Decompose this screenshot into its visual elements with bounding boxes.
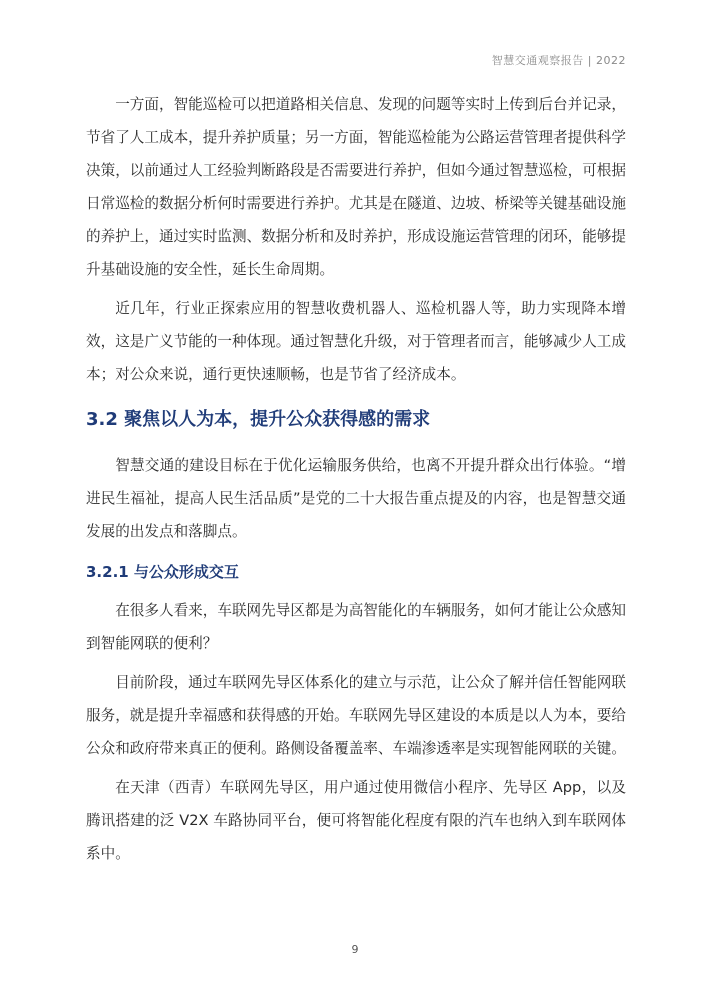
section-heading-3-2: 3.2 聚焦以人为本，提升公众获得感的需求	[86, 409, 431, 430]
body-paragraph: 在天津（西青）车联网先导区，用户通过使用微信小程序、先导区 App，以及腾讯搭建的泛 V2X 车路协同平台，便可将智能化程度有限的汽车也纳入到车联网体系中。	[86, 779, 626, 862]
page-number: 9	[351, 943, 359, 956]
body-paragraph: 近几年，行业正探索应用的智慧收费机器人、巡检机器人等，助力实现降本增效，这是广义节能的一种体现。通过智慧化升级，对于管理者而言，能够减少人工成本；对公众来说，通行更快速顺畅，也是节省了经济成本。	[86, 300, 626, 383]
body-paragraph: 目前阶段，通过车联网先导区体系化的建立与示范，让公众了解并信任智能网联服务，就是提升幸福感和获得感的开始。车联网先导区建设的本质是以人为本，要给公众和政府带来真正的便利。路侧设备覆盖率、车端渗透率是实现智能网联的关键。	[86, 674, 626, 757]
body-paragraph: 在很多人看来，车联网先导区都是为高智能化的车辆服务，如何才能让公众感知到智能网联的便利？	[86, 602, 626, 652]
body-paragraph: 智慧交通的建设目标在于优化运输服务供给，也离不开提升群众出行体验。“增进民生福祉，提高人民生活品质”是党的二十大报告重点提及的内容，也是智慧交通发展的出发点和落脚点。	[86, 457, 626, 540]
running-header: 智慧交通观察报告 | 2022	[491, 54, 626, 67]
subsection-heading-3-2-1: 3.2.1 与公众形成交互	[86, 563, 239, 581]
body-paragraph: 一方面，智能巡检可以把道路相关信息、发现的问题等实时上传到后台并记录，节省了人工成本，提升养护质量；另一方面，智能巡检能为公路运营管理者提供科学决策，以前通过人工经验判断路段是否需要进行养护，但如今通过智慧巡检，可根据日常巡检的数据分析何时需要进行养护。尤其是在隧道、边坡、桥梁等关键基础设施的养护上，通过实时监测、数据分析和及时养护，形成设施运营管理的闭环，能够提升基础设施的安全性，延长生命周期。	[86, 96, 626, 278]
page-content	[86, 88, 626, 876]
